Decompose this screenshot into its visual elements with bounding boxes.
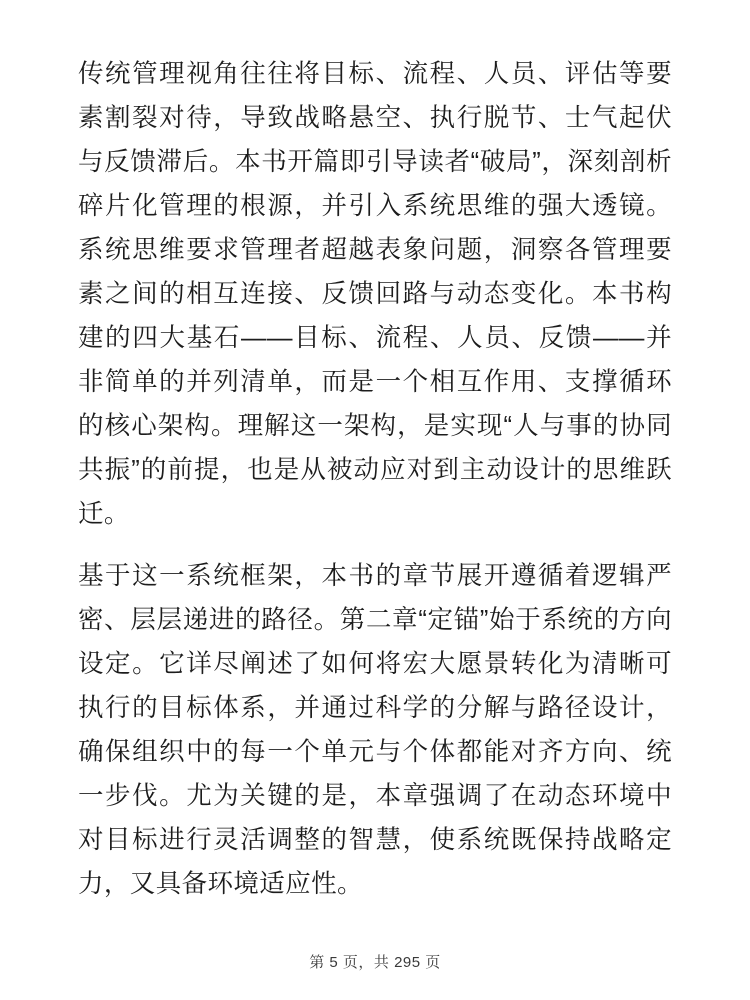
page-footer: 第 5 页，共 295 页: [309, 954, 441, 971]
document-body: [78, 52, 672, 906]
paragraph: 传统管理视角往往将目标、流程、人员、评估等要素割裂对待，导致战略悬空、执行脱节、士气起伏与反馈滞后。本书开篇即引导读者“破局”，深刻剖析碎片化管理的根源，并引入系统思维的强大透镜。系统思维要求管理者超越表象问题，洞察各管理要素之间的相互连接、反馈回路与动态变化。本书构建的四大基石——目标、流程、人员、反馈——并非简单的并列清单，而是一个相互作用、支撑循环的核心架构。理解这一架构，是实现“人与事的协同共振”的前提，也是从被动应对到主动设计的思维跃迁。: [78, 60, 672, 528]
paragraph: 基于这一系统框架，本书的章节展开遵循着逻辑严密、层层递进的路径。第二章“定锚”始于系统的方向设定。它详尽阐述了如何将宏大愿景转化为清晰可执行的目标体系，并通过科学的分解与路径设计，确保组织中的每一个单元与个体都能对齐方向、统一步伐。尤为关键的是，本章强调了在动态环境中对目标进行灵活调整的智慧，使系统既保持战略定力，又具备环境适应性。: [78, 562, 672, 898]
